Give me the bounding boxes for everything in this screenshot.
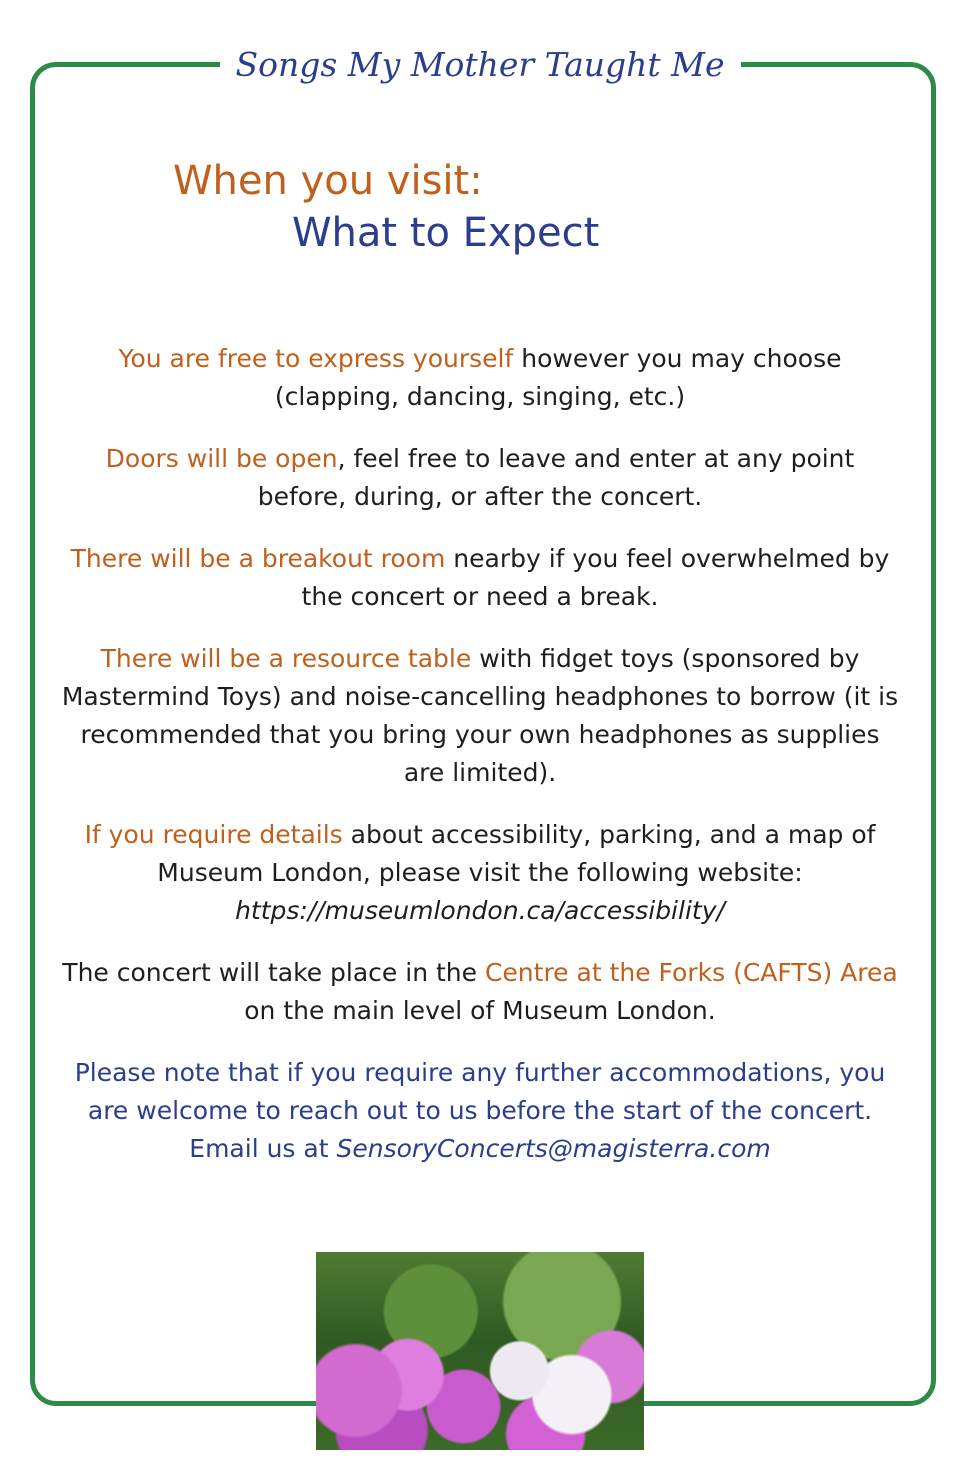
paragraph-text: The concert will take place in the	[62, 958, 485, 987]
document-title: Songs My Mother Taught Me	[220, 40, 741, 90]
paragraph-text: nearby if you feel overwhelmed by the concert or need a break.	[301, 544, 890, 611]
highlight-text: There will be a breakout room	[70, 544, 446, 573]
highlight-text: You are free to express yourself	[118, 344, 514, 373]
highlight-text: There will be a resource table	[100, 644, 472, 673]
title-bar	[0, 40, 960, 90]
paragraph-text: however you may choose (clapping, dancing, singing, etc.)	[274, 344, 842, 411]
paragraph-location	[60, 954, 900, 1030]
heading-when-you-visit: When you visit:	[173, 158, 483, 204]
paragraph-details	[60, 816, 900, 930]
paragraph-text: , feel free to leave and enter at any point before, during, or after the concert.	[257, 444, 855, 511]
highlight-text: Centre at the Forks (CAFTS) Area	[484, 958, 898, 987]
note-text: Please note that if you require any further accommodations, you are welcome to reach out to us before the start of the concert. Email us at	[74, 1058, 886, 1163]
paragraph-resource-table	[60, 640, 900, 792]
paragraph-doors	[60, 440, 900, 516]
highlight-text: If you require details	[84, 820, 343, 849]
paragraph-express	[60, 340, 900, 416]
paragraph-text: on the main level of Museum London.	[244, 996, 716, 1025]
paragraph-breakout-room	[60, 540, 900, 616]
contact-email[interactable]: SensoryConcerts@magisterra.com	[336, 1134, 771, 1163]
info-body	[60, 340, 900, 1192]
rhododendron-garden-photo	[316, 1252, 644, 1450]
heading-what-to-expect: What to Expect	[292, 210, 600, 256]
paragraph-text: with fidget toys (sponsored by Mastermind Toys) and noise-cancelling headphones to borrow (it is recommended that you bring your own headphones as supplies are limited).	[61, 644, 899, 787]
accessibility-url[interactable]: https://museumlondon.ca/accessibility/	[235, 896, 725, 925]
paragraph-accommodations-note	[60, 1054, 900, 1168]
highlight-text: Doors will be open	[105, 444, 338, 473]
paragraph-text: about accessibility, parking, and a map of Museum London, please visit the following website:	[157, 820, 876, 887]
